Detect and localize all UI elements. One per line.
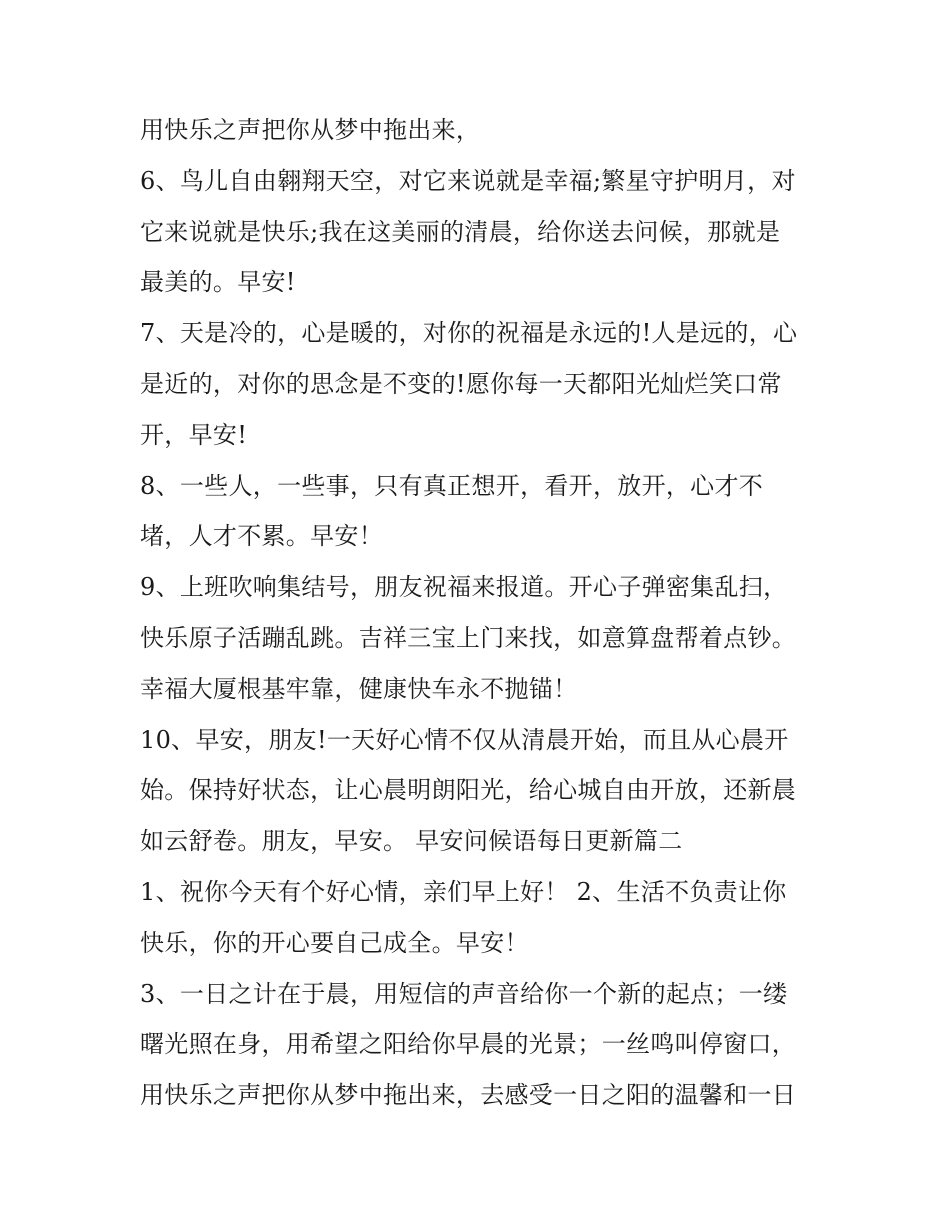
text-line: 快乐，你的开心要自己成全。早安！ [140, 928, 529, 957]
text-line: 曙光照在身，用希望之阳给你早晨的光景；一丝鸣叫停窗口， [140, 1030, 797, 1059]
text-line: 快乐原子活蹦乱跳。吉祥三宝上门来找，如意算盘帮着点钞。 [140, 623, 797, 652]
text-line: 用快乐之声把你从梦中拖出来， [140, 116, 481, 144]
text-line: 幸福大厦根基牢靠，健康快车永不抛锚！ [140, 674, 578, 703]
text-line: 3、一日之计在于晨，用短信的声音给你一个新的起点；一缕 [140, 979, 788, 1008]
text-line: 8、一些人，一些事，只有真正想开，看开，放开，心才不 [140, 471, 764, 500]
text-line: 开，早安! [140, 420, 248, 449]
text-line: 堵，人才不累。早安！ [140, 522, 383, 551]
text-line: 7、天是冷的，心是暖的，对你的祝福是永远的!人是远的，心 [140, 319, 798, 348]
text-line: 如云舒卷。朋友，早安。 早安问候语每日更新篇二 [140, 827, 683, 856]
text-line: 9、上班吹响集结号，朋友祝福来报道。开心子弹密集乱扫， [140, 573, 788, 602]
text-line: 是近的，对你的思念是不变的!愿你每一天都阳光灿烂笑口常 [140, 369, 782, 398]
document-body [140, 105, 840, 1121]
text-line: 它来说就是快乐;我在这美丽的清晨，给你送去问候，那就是 [140, 217, 781, 246]
text-line: 10、早安，朋友!一天好心情不仅从清晨开始，而且从心晨开 [140, 725, 789, 754]
text-line: 始。保持好状态，让心晨明朗阳光，给心城自由开放，还新晨 [140, 776, 797, 805]
text-line: 用快乐之声把你从梦中拖出来，去感受一日之阳的温馨和一日 [140, 1081, 797, 1110]
text-line: 1、祝你今天有个好心情，亲们早上好！ 2、生活不负责让你 [140, 877, 787, 906]
text-line: 最美的。早安! [140, 268, 296, 297]
text-line: 6、鸟儿自由翱翔天空，对它来说就是幸福;繁星守护明月，对 [140, 166, 796, 195]
